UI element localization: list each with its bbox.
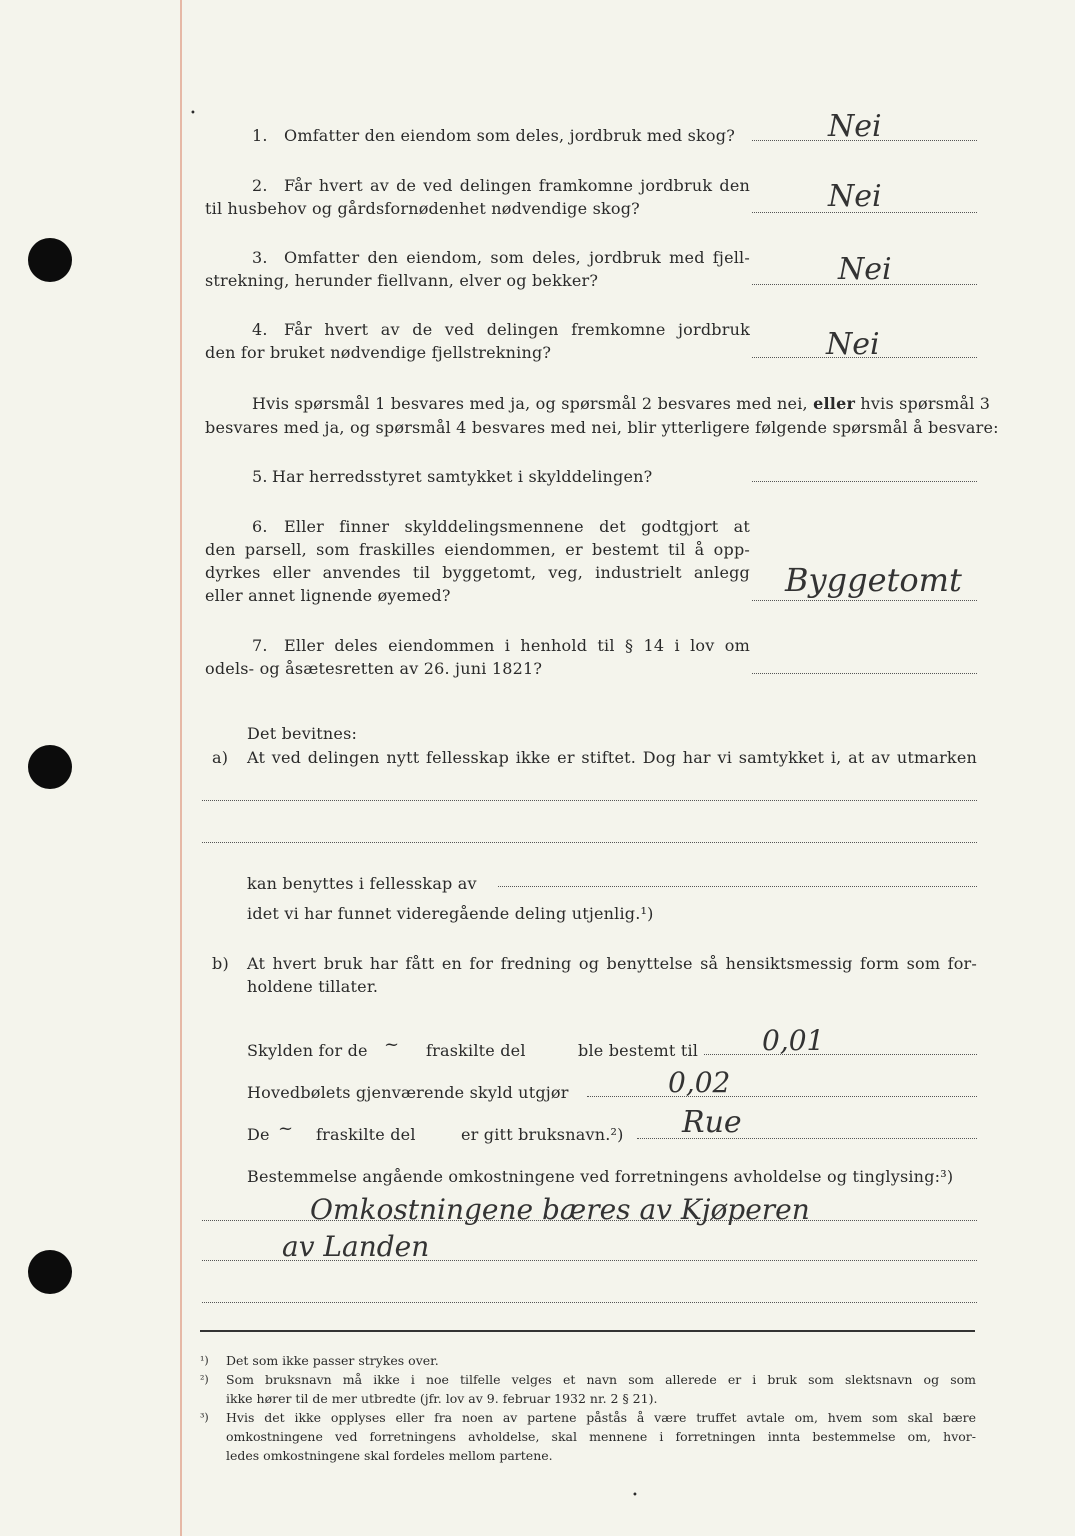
question-2-number: 2.	[252, 176, 268, 195]
footnote-2-line-1: Som bruksnavn må ikke i noe tilfelle velges et navn som allerede er i bruk som slektsnavn og som	[226, 1372, 976, 1387]
skyld-struck: ~	[384, 1034, 400, 1055]
question-3-answer: Nei	[838, 252, 892, 287]
question-6-line-3: dyrkes eller anvendes til byggetomt, veg, industrielt anlegg	[205, 563, 750, 582]
question-7-line-2: odels- og åsætesretten av 26. juni 1821?	[205, 659, 543, 678]
question-6-line-2: den parsell, som fraskilles eiendommen, er bestemt til å opp-	[205, 540, 750, 559]
bevitnes-a-label: a)	[212, 748, 229, 767]
question-6-line-4: eller annet lignende øyemed?	[205, 586, 451, 605]
question-5-text: Har herredsstyret samtykket i skylddelingen?	[272, 467, 653, 486]
bevitnes-b-label: b)	[212, 954, 229, 973]
bruksnavn-label-b: fraskilte del	[316, 1125, 416, 1144]
condition-line-1	[252, 392, 990, 415]
hoved-value: 0,02	[668, 1066, 731, 1099]
omkost-line-1: Omkostningene bæres av Kjøperen	[310, 1193, 810, 1226]
bruksnavn-label-a: De	[247, 1125, 270, 1144]
footnote-3-line-1: Hvis det ikke opplyses eller fra noen av partene påstås å være truffet avtale om, hvem som skal bære	[226, 1410, 976, 1425]
hoved-label: Hovedbølets gjenværende skyld utgjør	[247, 1083, 569, 1102]
question-4-line-1: Får hvert av de ved delingen fremkomne jordbruk	[284, 320, 750, 339]
question-3-line-2: strekning, herunder fiellvann, elver og bekker?	[205, 271, 599, 290]
footnote-2-line-2: ikke hører til de mer utbredte (jfr. lov av 9. februar 1932 nr. 2 § 21).	[226, 1391, 658, 1406]
punch-hole	[28, 745, 72, 789]
answer-line	[752, 481, 977, 482]
fill-line	[587, 1096, 977, 1097]
question-6-line-1: Eller finner skylddelingsmennene det godtgjort at	[284, 517, 750, 536]
bruksnavn-struck: ~	[278, 1118, 294, 1139]
fill-line	[498, 886, 977, 887]
fill-line	[202, 842, 977, 843]
question-4-answer: Nei	[826, 327, 880, 362]
bevitnes-heading: Det bevitnes:	[247, 724, 358, 743]
bevitnes-b-line-1: At hvert bruk har fått en for fredning og benyttelse så hensiktsmessig form som for-	[247, 954, 977, 973]
question-1-number: 1.	[252, 126, 268, 145]
question-7-line-1: Eller deles eiendommen i henhold til § 14 i lov om	[284, 636, 750, 655]
footnote-1-line-1: Det som ikke passer strykes over.	[226, 1353, 439, 1368]
question-4-number: 4.	[252, 320, 268, 339]
skyld-label-a: Skylden for de	[247, 1041, 368, 1060]
condition-text-a: Hvis spørsmål 1 besvares med ja, og spørsmål 2 besvares med nei,	[252, 394, 808, 413]
stray-mark: •	[190, 108, 196, 119]
question-2-line-1: Får hvert av de ved delingen framkomne jordbruk den	[284, 176, 750, 195]
footnote-3-number: ³)	[200, 1411, 209, 1424]
question-2-line-2: til husbehov og gårdsfornødenhet nødvendige skog?	[205, 199, 640, 218]
bruksnavn-label-c: er gitt bruksnavn.²)	[461, 1125, 624, 1144]
question-1-answer: Nei	[828, 109, 882, 144]
bruksnavn-value: Rue	[682, 1105, 742, 1140]
condition-bold: eller	[813, 394, 856, 413]
answer-line	[752, 673, 977, 674]
fill-line	[704, 1054, 977, 1055]
omkost-label: Bestemmelse angående omkostningene ved forretningens avholdelse og tinglysing:³)	[247, 1167, 954, 1186]
question-3-line-1: Omfatter den eiendom, som deles, jordbruk med fjell-	[284, 248, 750, 267]
punch-hole	[28, 1250, 72, 1294]
question-3-number: 3.	[252, 248, 268, 267]
footnote-3-line-3: ledes omkostningene skal fordeles mellom partene.	[226, 1448, 553, 1463]
footnote-3-line-2: omkostningene ved forretningens avholdelse, skal mennene i forretningen innta bestemmelse om, hvor-	[226, 1429, 976, 1444]
footnote-2-number: ²)	[200, 1373, 209, 1386]
skyld-value: 0,01	[762, 1024, 825, 1057]
question-2-answer: Nei	[828, 179, 882, 214]
skyld-label-c: ble bestemt til	[578, 1041, 699, 1060]
condition-text-b: hvis spørsmål 3	[860, 394, 991, 413]
question-6-number: 6.	[252, 517, 268, 536]
punch-hole	[28, 238, 72, 282]
question-5-number: 5.	[252, 467, 268, 486]
margin-line	[180, 0, 182, 1536]
question-4-line-2: den for bruket nødvendige fjellstrekning?	[205, 343, 552, 362]
bevitnes-idet: idet vi har funnet videregående deling utjenlig.¹)	[247, 904, 654, 923]
fill-line	[202, 800, 977, 801]
omkost-line-2: av Landen	[282, 1230, 430, 1263]
question-7-number: 7.	[252, 636, 268, 655]
question-1-text: Omfatter den eiendom som deles, jordbruk med skog?	[284, 126, 735, 145]
question-6-answer: Byggetomt	[785, 561, 962, 599]
bevitnes-a-text: At ved delingen nytt fellesskap ikke er stiftet. Dog har vi samtykket i, at av utmarken	[247, 748, 977, 767]
footnote-1-number: ¹)	[200, 1354, 209, 1367]
condition-line-2: besvares med ja, og spørsmål 4 besvares med nei, blir ytterligere følgende spørsmål å besvare:	[205, 418, 999, 437]
bevitnes-b-line-2: holdene tillater.	[247, 977, 379, 996]
stray-mark: •	[632, 1490, 638, 1501]
fill-line	[202, 1302, 977, 1303]
bevitnes-kan: kan benyttes i fellesskap av	[247, 874, 477, 893]
answer-line	[752, 600, 977, 601]
skyld-label-b: fraskilte del	[426, 1041, 526, 1060]
footnote-rule	[200, 1330, 975, 1332]
